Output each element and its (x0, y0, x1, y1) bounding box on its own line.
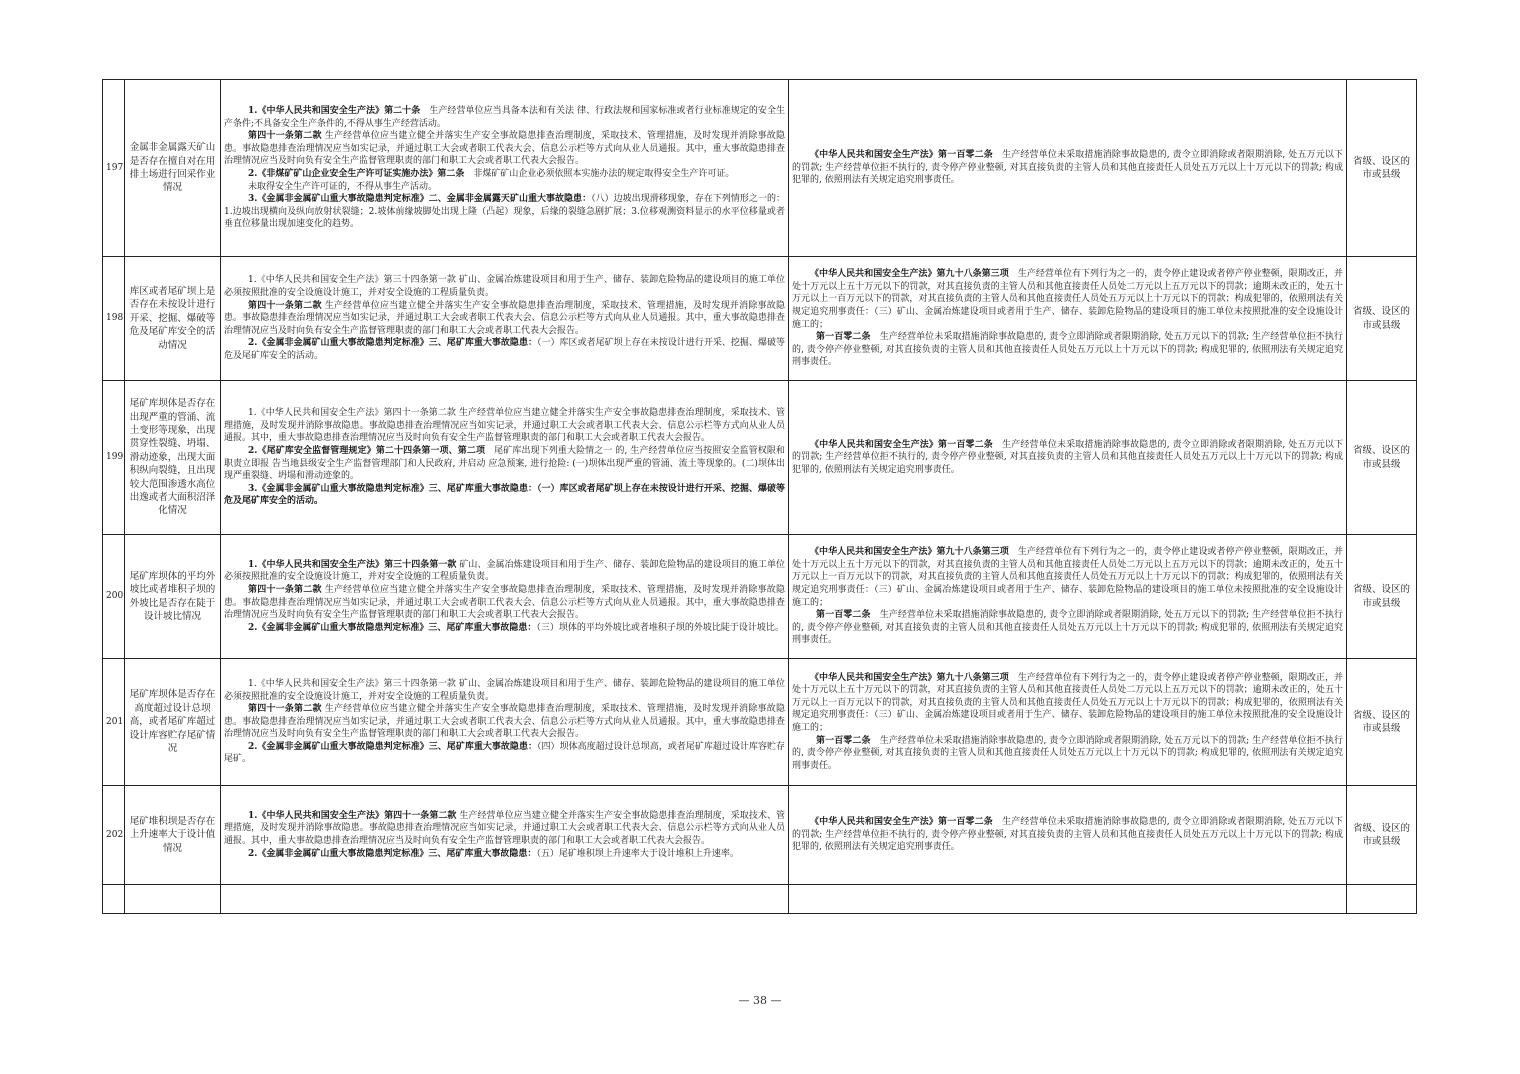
law-article-text: （四）坝体高度超过设计总坝高，或者尾矿库超过设计库容贮存尾矿。 (224, 741, 785, 765)
law-article-text: 生产经营单位应当建立健全并落实生产安全事故隐患排查治理制度，采取技术、管理措施，及时发现并消除事故隐患。事故隐患排查治理情况应当如实记录，并通过职工大会或者职工代表大会、信息公示栏等方式向从业人员通报。其中，重大事故隐患排查治理情况应当及时向负有安全生产监督管理职责的部门和职工大会或者职工代表大会报告。 (224, 584, 785, 621)
penalty-paragraph (792, 816, 1343, 854)
legal-basis-paragraph (224, 848, 785, 861)
penalty-basis (789, 786, 1347, 885)
penalty-basis (789, 659, 1347, 786)
penalty-article-title: 《中华人民共和国安全生产法》第一百零二条 (810, 150, 993, 161)
table-row (103, 535, 1417, 659)
table-row (103, 659, 1417, 786)
law-article-title: 3.《金属非金属矿山重大事故隐患判定标准》二、金属非金属露天矿山重大事故隐患： (248, 194, 592, 205)
legal-basis-paragraph (224, 483, 785, 508)
penalty-article-title: 第一百零二条 (816, 610, 871, 621)
legal-basis-paragraph (224, 181, 785, 194)
legal-basis (221, 535, 789, 659)
law-article-title: 第四十一条第二款 (248, 300, 322, 311)
legal-basis-paragraph (224, 741, 785, 766)
law-article-text: 1.《中华人民共和国安全生产法》第四十一条第二款 生产经营单位应当建立健全并落实生产安全事故隐患排查治理制度，采取技术、管理措施，及时发现并消除事故隐患。事故隐患排查治理情况应当如实记录，并通过职工大会或者职工代表大会、信息公示栏等方式向从业人员通报。其中，重大事故隐患排查治理情况应当及时向负有安全生产监督管理职责的部门和职工大会或者职工代表大会报告。 (224, 408, 785, 444)
penalty-article-title: 《中华人民共和国安全生产法》第一百零二条 (810, 439, 993, 450)
legal-basis-paragraph (224, 337, 785, 362)
legal-basis-paragraph (224, 559, 785, 584)
legal-basis-paragraph (224, 300, 785, 338)
regulation-table (102, 79, 1417, 914)
penalty-paragraph (792, 268, 1343, 331)
law-article-title: 第四十一条第二款 (248, 584, 322, 595)
law-article-title: 2.《非煤矿矿山企业安全生产许可证实施办法》第二条 (248, 169, 465, 179)
penalty-paragraph (792, 672, 1343, 735)
row-number: 198 (103, 257, 125, 381)
legal-basis (221, 80, 789, 257)
table-body (103, 80, 1417, 914)
legal-basis-paragraph (224, 622, 785, 635)
law-article-text: 矿山、金属冶炼建设项目和用于生产、储存、装卸危险物品的建设项目的施工单位必须按照批准的安全设施设计施工，并对安全设施的工程质量负责。 (224, 559, 785, 583)
enforcement-authority: 省级、设区的市或县级 (1347, 381, 1417, 535)
check-item: 尾矿堆积坝是否存在上升速率大于设计值情况 (125, 786, 221, 885)
blank-cell (103, 885, 125, 914)
law-article-text: 非煤矿矿山企业必须依照本实施办法的规定取得安全生产许可证。 (464, 169, 735, 179)
blank-cell (221, 885, 789, 914)
law-article-text: （三）坝体的平均外坡比或者堆积子坝的外坡比陡于设计坡比。 (536, 622, 784, 633)
penalty-article-title: 《中华人民共和国安全生产法》第九十八条第三项 (810, 269, 1009, 280)
legal-basis-paragraph (224, 274, 785, 299)
table-row (103, 257, 1417, 381)
penalty-article-text: 生产经营单位未采取措施消除事故隐患的, 责令立即消除或者限期消除, 处五万元以下的罚款; 生产经营单位拒不执行的, 责令停产停业整顿, 对其直接负责的主管人员和其他直接责任人员处五万元以上十万元以下的罚款; 构成犯罪的, 依照刑法有关规定追究刑事责任。 (792, 332, 1343, 368)
law-article-title: 1.《中华人民共和国安全生产法》第三十四条第一款 (248, 559, 457, 570)
legal-basis-paragraph (224, 193, 785, 231)
law-article-text: 未取得安全生产许可证的，不得从事生产活动。 (248, 181, 438, 192)
penalty-paragraph (792, 735, 1343, 773)
legal-basis-paragraph (224, 445, 785, 483)
row-number: 197 (103, 80, 125, 257)
law-article-title: 1.《中华人民共和国安全生产法》第四十一条第二款 (248, 810, 457, 821)
check-item: 尾矿库坝体是否存在出现严重的管涌、流土变形等现象，出现贯穿性裂缝、坍塌、滑动迹象，出现大面积纵向裂缝，且出现较大范围渗透水高位出逸或者大面积沼泽化情况 (125, 381, 221, 535)
legal-basis-paragraph (224, 584, 785, 622)
legal-basis-paragraph (224, 105, 785, 130)
legal-basis-paragraph (224, 678, 785, 703)
row-number: 200 (103, 535, 125, 659)
law-article-title: 1.《中华人民共和国安全生产法》第二十条 (248, 106, 421, 117)
law-article-text: 生产经营单位应当建立健全并落实生产安全事故隐患排查治理制度，采取技术、管理措施，及时发现并消除事故隐患。事故隐患排查治理情况应当如实记录，并通过职工大会或者职工代表大会、信息公示栏等方式向从业人员通报。其中，重大事故隐患排查治理情况应当及时向负有安全生产监督管理职责的部门和职工大会或者职工代表大会报告。 (224, 810, 785, 846)
penalty-article-title: 《中华人民共和国安全生产法》第九十八条第三项 (810, 547, 1009, 558)
law-article-title: 2.《尾矿库安全监督管理规定》第二十四条第一项、第二项 (248, 445, 486, 456)
penalty-article-text: 生产经营单位未采取措施消除事故隐患的, 责令立即消除或者限期消除, 处五万元以下的罚款; 生产经营单位拒不执行的, 责令停产停业整顿, 对其直接负责的主管人员和其他直接责任人员处五万元以上十万元以下的罚款; 构成犯罪的, 依照刑法有关规定追究刑事责任。 (792, 735, 1343, 771)
penalty-article-text: 生产经营单位有下列行为之一的，责令停止建设或者停产停业整顿，限期改正，并处十万元以上五十万元以下的罚款，对其直接负责的主管人员和其他直接责任人员处二万元以上五万元以下的罚款；逾期未改正的，处五十万元以上一百万元以下的罚款，对其直接负责的主管人员和其他直接责任人员处五万元以上十万元以下的罚款；构成犯罪的，依照刑法有关规定追究刑事责任：（三）矿山、金属冶炼建设项目或者用于生产、储存、装卸危险物品的建设项目的施工单位未按照批准的安全设施设计施工的； (792, 547, 1343, 608)
enforcement-authority: 省级、设区的市或县级 (1347, 659, 1417, 786)
law-article-title: 2.《金属非金属矿山重大事故隐患判定标准》三、尾矿库重大事故隐患： (248, 622, 537, 633)
law-article-text: （一）库区或者尾矿坝上存在未按设计进行开采、挖掘、爆破等危及尾矿库安全的活动。 (224, 338, 785, 361)
check-item: 尾矿库坝体是否存在高度超过设计总坝高，或者尾矿库超过设计库容贮存尾矿情况 (125, 659, 221, 786)
check-item: 金属非金属露天矿山是否存在擅自对在用排土场进行回采作业情况 (125, 80, 221, 257)
penalty-article-title: 第一百零二条 (816, 735, 871, 746)
penalty-paragraph (792, 546, 1343, 609)
check-item: 库区或者尾矿坝上是否存在未按设计进行开采、挖掘、爆破等危及尾矿库安全的活动情况 (125, 257, 221, 381)
row-number: 199 (103, 381, 125, 535)
penalty-paragraph (792, 609, 1343, 647)
penalty-article-text: 生产经营单位未采取措施消除事故隐患的, 责令立即消除或者限期消除, 处五万元以下的罚款; 生产经营单位拒不执行的, 责令停产停业整顿, 对其直接负责的主管人员和其他直接责任人员处五万元以上十万元以下的罚款; 构成犯罪的, 依照刑法有关规定追究刑事责任。 (792, 817, 1343, 853)
row-number: 202 (103, 786, 125, 885)
blank-cell (125, 885, 221, 914)
law-article-text: 1.《中华人民共和国安全生产法》第三十四条第一款 矿山、金属冶炼建设项目和用于生产、储存、装卸危险物品的建设项目的施工单位必须按照批准的安全设施设计施工，并对安全设施的工程质量负责。 (224, 678, 785, 702)
legal-basis (221, 659, 789, 786)
penalty-article-title: 第一百零二条 (816, 332, 871, 343)
penalty-basis (789, 381, 1347, 535)
legal-basis-paragraph (224, 810, 785, 848)
enforcement-authority: 省级、设区的市或县级 (1347, 80, 1417, 257)
penalty-article-title: 《中华人民共和国安全生产法》第九十八条第三项 (810, 672, 1009, 683)
table-row (103, 381, 1417, 535)
penalty-article-text: 生产经营单位有下列行为之一的，责令停止建设或者停产停业整顿，限期改正，并处十万元以上五十万元以下的罚款，对其直接负责的主管人员和其他直接责任人员处二万元以上五万元以下的罚款；逾期未改正的，处五十万元以上一百万元以下的罚款，对其直接负责的主管人员和其他直接责任人员处五万元以上十万元以下的罚款；构成犯罪的，依照刑法有关规定追究刑事责任：（三）矿山、金属冶炼建设项目或者用于生产、储存、装卸危险物品的建设项目的施工单位未按照批准的安全设施设计施工的； (792, 672, 1343, 733)
law-article-text: 生产经营单位应当具备本法和有关法 律、行政法规和国家标准或者行业标准规定的安全生产条件;不具备安全生产条件的,不得从事生产经营活动。 (224, 106, 785, 129)
enforcement-authority: 省级、设区的市或县级 (1347, 786, 1417, 885)
penalty-basis (789, 257, 1347, 381)
table-row (103, 786, 1417, 885)
legal-basis-paragraph (224, 407, 785, 445)
blank-cell (789, 885, 1347, 914)
penalty-article-text: 生产经营单位有下列行为之一的，责令停止建设或者停产停业整顿，限期改正，并处十万元以上五十万元以下的罚款，对其直接负责的主管人员和其他直接责任人员处二万元以上五万元以下的罚款；逾期未改正的，处五十万元以上一百万元以下的罚款，对其直接负责的主管人员和其他直接责任人员处五万元以上十万元以下的罚款；构成犯罪的，依照刑法有关规定追究刑事责任：（三）矿山、金属冶炼建设项目或者用于生产、储存、装卸危险物品的建设项目的施工单位未按照批准的安全设施设计施工的； (792, 269, 1343, 330)
penalty-paragraph (792, 331, 1343, 369)
law-article-title: 2.《金属非金属矿山重大事故隐患判定标准》三、尾矿库重大事故隐患： (248, 848, 537, 859)
blank-cell (1347, 885, 1417, 914)
law-article-title: 2.《金属非金属矿山重大事故隐患判定标准》三、尾矿库重大事故隐患： (248, 741, 537, 752)
penalty-article-text: 生产经营单位未采取措施消除事故隐患的, 责令立即消除或者限期消除, 处五万元以下的罚款; 生产经营单位拒不执行的, 责令停产停业整顿, 对其直接负责的主管人员和其他直接责任人员处五万元以上十万元以下的罚款; 构成犯罪的, 依照刑法有关规定追究刑事责任。 (792, 150, 1343, 186)
enforcement-authority: 省级、设区的市或县级 (1347, 257, 1417, 381)
legal-basis (221, 381, 789, 535)
law-article-text: 生产经营单位应当建立健全并落实生产安全事故隐患排查治理制度，采取技术、管理措施，及时发现并消除事故隐患。事故隐患排查治理情况应当如实记录，并通过职工大会或者职工代表大会、信息公示栏等方式向从业人员通报。其中，重大事故隐患排查治理情况应当及时向负有安全生产监督管理职责的部门和职工大会或者职工代表大会报告。 (224, 704, 785, 740)
penalty-article-text: 生产经营单位未采取措施消除事故隐患的, 责令立即消除或者限期消除, 处五万元以下的罚款; 生产经营单位拒不执行的, 责令停产停业整顿, 对其直接负责的主管人员和其他直接责任人员处五万元以上十万元以下的罚款; 构成犯罪的, 依照刑法有关规定追究刑事责任。 (792, 439, 1343, 475)
law-article-title: 第四十一条第二款 (248, 704, 322, 715)
penalty-article-title: 《中华人民共和国安全生产法》第一百零二条 (810, 817, 993, 828)
law-article-text: （五）尾矿堆积坝上升速率大于设计堆积上升速率。 (536, 848, 739, 859)
blank-row (103, 885, 1417, 914)
law-article-title: 3.《金属非金属矿山重大事故隐患判定标准》三、尾矿库重大事故隐患：（一）库区或者尾矿坝上存在未按设计进行开采、挖掘、爆破等危及尾矿库安全的活动。 (224, 483, 785, 507)
law-article-text: 1.《中华人民共和国安全生产法》第三十四条第一款 矿山、金属冶炼建设项目和用于生产、储存、装卸危险物品的建设项目的施工单位必须按照批准的安全设施设计施工，并对安全设施的工程质量负责。 (224, 275, 785, 299)
penalty-paragraph (792, 149, 1343, 187)
legal-basis (221, 786, 789, 885)
law-article-text: 生产经营单位应当建立健全并落实生产安全事故隐患排查治理制度，采取技术、管理措施，及时发现并消除事故隐患。事故隐患排查治理情况应当如实记录，并通过职工大会或者职工代表大会、信息公示栏等方式向从业人员通报。其中，重大事故隐患排查治理情况应当及时向负有安全生产监督管理职责的部门和职工大会或者职工代表大会报告。 (224, 131, 785, 167)
law-article-text: 尾矿库出现下列重大险情之一 的, 生产经营单位应当按照安全监管权限和职责立即报 告当地县级安全生产监督管理部门和人民政府, 并启动 应急预案, 进行抢险: (一)坝体出现严重的管涌、流土等现象的。(二)坝体出现严重裂缝、坍塌和滑动迹象的。 (224, 445, 785, 482)
law-article-text: （八）边坡出现滑移现象，存在下列情形之一的：1.边坡出现横向及纵向放射状裂缝；2.坡体前缘坡脚处出现上隆（凸起）现象，后缘的裂缝急剧扩展；3.位移观测资料显示的水平位移量或者垂直位移量出现加速变化的趋势。 (224, 194, 785, 230)
penalty-paragraph (792, 439, 1343, 477)
law-article-title: 第四十一条第二款 (248, 131, 322, 142)
law-article-title: 2.《金属非金属矿山重大事故隐患判定标准》三、尾矿库重大事故隐患： (248, 338, 537, 349)
enforcement-authority: 省级、设区的市或县级 (1347, 535, 1417, 659)
page-number: — 38 — (738, 994, 782, 1007)
legal-basis (221, 257, 789, 381)
legal-basis-paragraph (224, 168, 785, 181)
penalty-basis (789, 80, 1347, 257)
penalty-article-text: 生产经营单位未采取措施消除事故隐患的, 责令立即消除或者限期消除, 处五万元以下的罚款; 生产经营单位拒不执行的, 责令停产停业整顿, 对其直接负责的主管人员和其他直接责任人员处五万元以上十万元以下的罚款; 构成犯罪的, 依照刑法有关规定追究刑事责任。 (792, 610, 1343, 646)
row-number: 201 (103, 659, 125, 786)
legal-basis-paragraph (224, 703, 785, 741)
table-row (103, 80, 1417, 257)
law-article-text: 生产经营单位应当建立健全并落实生产安全事故隐患排查治理制度，采取技术、管理措施，及时发现并消除事故隐患。事故隐患排查治理情况应当如实记录，并通过职工大会或者职工代表大会、信息公示栏等方式向从业人员通报。其中，重大事故隐患排查治理情况应当及时向负有安全生产监督管理职责的部门和职工大会或者职工代表大会报告。 (224, 300, 785, 336)
check-item: 尾矿库坝体的平均外坡比或者堆积子坝的外坡比是否存在陡于设计坡比情况 (125, 535, 221, 659)
penalty-basis (789, 535, 1347, 659)
legal-basis-paragraph (224, 130, 785, 168)
